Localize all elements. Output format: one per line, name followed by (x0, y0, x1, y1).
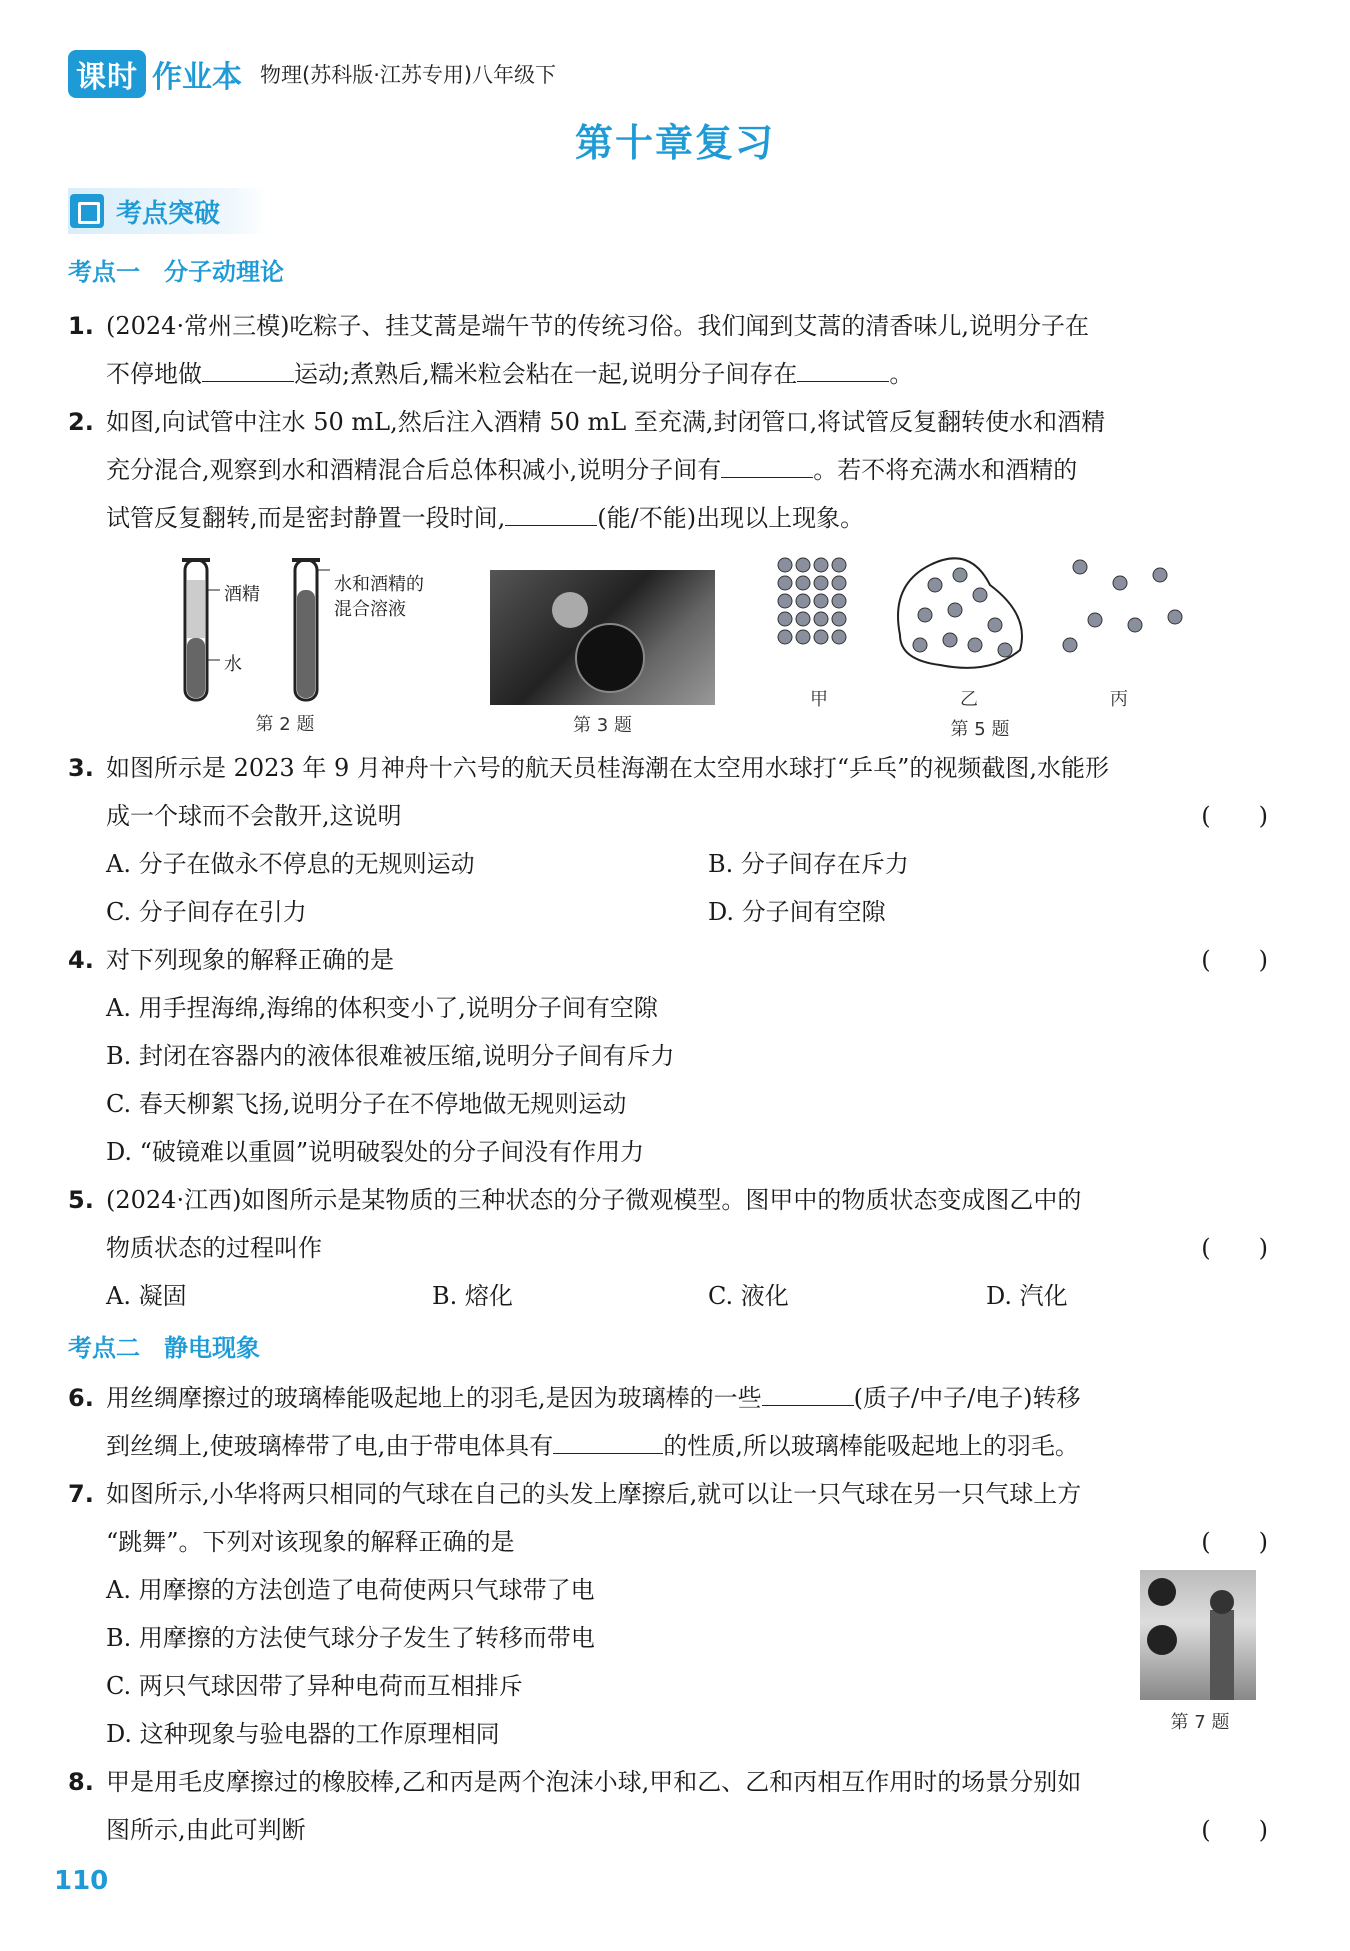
answer-blank[interactable] (553, 1423, 663, 1454)
figure-caption: 第 2 题 (255, 714, 315, 735)
q-text: 图所示,由此可判断 (106, 1816, 306, 1844)
answer-blank[interactable] (797, 351, 889, 382)
question-8 (68, 1758, 1268, 1854)
kp1-heading: 考点一 分子动理论 (68, 258, 284, 286)
q4-option-d[interactable]: D. “破镜难以重圆”说明破裂处的分子间没有作用力 (106, 1138, 645, 1166)
q7-option-b[interactable]: B. 用摩擦的方法使气球分子发生了转移而带电 (106, 1624, 595, 1652)
question-4 (68, 936, 1268, 984)
label-mix-2: 混合溶液 (334, 599, 406, 620)
q-number: 5. (68, 1186, 94, 1214)
figure-caption: 第 3 题 (573, 715, 632, 736)
q-number: 2. (68, 408, 94, 436)
answer-paren[interactable]: ( ) (1201, 1234, 1268, 1262)
q-text-part: (能/不能)出现以上现象。 (597, 504, 865, 532)
answer-paren[interactable]: ( ) (1201, 1528, 1268, 1556)
q-text: 如图所示,小华将两只相同的气球在自己的头发上摩擦后,就可以让一只气球在另一只气球上方 (106, 1480, 1082, 1508)
q-text (106, 494, 1268, 542)
q-text: “跳舞”。下列对该现象的解释正确的是 (106, 1528, 515, 1556)
q-number: 8. (68, 1768, 94, 1796)
q4-option-c[interactable]: C. 春天柳絮飞扬,说明分子在不停地做无规则运动 (106, 1090, 627, 1118)
label-jia: 甲 (810, 689, 828, 710)
q5-option-a[interactable]: A. 凝固 (106, 1282, 187, 1310)
label-yi: 乙 (960, 689, 978, 710)
question-5 (68, 1176, 1268, 1272)
q7-option-a[interactable]: A. 用摩擦的方法创造了电荷使两只气球带了电 (106, 1576, 595, 1604)
q-text-part: 。若不将充满水和酒精的 (813, 456, 1078, 484)
q-text (106, 1422, 1268, 1470)
q3-option-d[interactable]: D. 分子间有空隙 (708, 898, 886, 926)
q3-option-c[interactable]: C. 分子间存在引力 (106, 898, 307, 926)
q-text: 物质状态的过程叫作 (106, 1234, 322, 1262)
q3-option-b[interactable]: B. 分子间存在斥力 (708, 850, 909, 878)
q5-option-c[interactable]: C. 液化 (708, 1282, 789, 1310)
figure-2 (170, 550, 470, 740)
question-7 (68, 1470, 1268, 1566)
q-text: 对下列现象的解释正确的是 (106, 946, 394, 974)
q-text-part: 运动;煮熟后,糯米粒会粘在一起,说明分子间存在 (294, 360, 798, 388)
balloon-photo (1140, 1570, 1256, 1700)
answer-blank[interactable] (505, 495, 597, 526)
q-text: 如图所示是 2023 年 9 月神舟十六号的航天员桂海潮在太空用水球打“乒乓”的视频截图,水能形 (106, 754, 1110, 782)
q7-option-c[interactable]: C. 两只气球因带了异种电荷而互相排斥 (106, 1672, 523, 1700)
answer-blank[interactable] (202, 351, 294, 382)
edit-icon (70, 194, 104, 228)
figure-7 (1140, 1570, 1260, 1734)
page-number: 110 (54, 1866, 109, 1896)
answer-blank[interactable] (762, 1375, 854, 1406)
q-text (106, 1374, 1268, 1422)
label-bing: 丙 (1110, 689, 1128, 710)
q-text (106, 446, 1268, 494)
q-text-part: 不停地做 (106, 360, 202, 388)
q-text (106, 350, 1268, 398)
q-text: (2024·江西)如图所示是某物质的三种状态的分子微观模型。图甲中的物质状态变成图乙中的 (106, 1186, 1082, 1214)
chapter-title: 第十章复习 (574, 121, 775, 165)
q-number: 7. (68, 1480, 94, 1508)
q-text: (2024·常州三模)吃粽子、挂艾蒿是端午节的传统习俗。我们闻到艾蒿的清香味儿,说明分子在 (106, 312, 1090, 340)
answer-blank[interactable] (721, 447, 813, 478)
answer-paren[interactable]: ( ) (1201, 1816, 1268, 1844)
section-title: 考点突破 (116, 198, 221, 229)
q-number: 1. (68, 312, 94, 340)
kp2-heading: 考点二 静电现象 (68, 1334, 260, 1362)
q5-option-d[interactable]: D. 汽化 (986, 1282, 1068, 1310)
label-mix-1: 水和酒精的 (334, 574, 424, 595)
question-3 (68, 744, 1268, 840)
label-water: 水 (224, 654, 242, 675)
label-alcohol: 酒精 (224, 584, 260, 605)
q-text-part: 充分混合,观察到水和酒精混合后总体积减小,说明分子间有 (106, 456, 722, 484)
q-text-part: 。 (889, 360, 914, 388)
q7-option-d[interactable]: D. 这种现象与验电器的工作原理相同 (106, 1720, 500, 1748)
q3-option-a[interactable]: A. 分子在做永不停息的无规则运动 (106, 850, 475, 878)
q-text-part: 试管反复翻转,而是密封静置一段时间, (106, 504, 506, 532)
header (68, 52, 556, 96)
molecule-models (760, 545, 1200, 685)
q-text-part: (质子/中子/电子)转移 (853, 1384, 1081, 1412)
q5-option-b[interactable]: B. 熔化 (432, 1282, 513, 1310)
q-number: 3. (68, 754, 94, 782)
q-number: 6. (68, 1384, 94, 1412)
figure-caption: 第 7 题 (1170, 1712, 1230, 1733)
figure-caption: 第 5 题 (950, 719, 1010, 740)
question-6 (68, 1374, 1268, 1470)
figure-3 (490, 570, 715, 740)
logo-text: 作业本 (152, 60, 242, 95)
q4-option-a[interactable]: A. 用手捏海绵,海绵的体积变小了,说明分子间有空隙 (106, 994, 658, 1022)
answer-paren[interactable]: ( ) (1201, 802, 1268, 830)
book-subtitle: 物理(苏科版·江苏专用)八年级下 (260, 63, 557, 87)
q4-option-b[interactable]: B. 封闭在容器内的液体很难被压缩,说明分子间有斥力 (106, 1042, 675, 1070)
q-number: 4. (68, 946, 94, 974)
logo-box: 课时 (68, 50, 146, 98)
question-1 (68, 302, 1268, 398)
section-banner (68, 188, 268, 234)
figure-5 (760, 545, 1200, 745)
q-text: 成一个球而不会散开,这说明 (106, 802, 402, 830)
q-text: 如图,向试管中注水 50 mL,然后注入酒精 50 mL 至充满,封闭管口,将试管反复翻转使水和酒精 (106, 408, 1106, 436)
q-text: 甲是用毛皮摩擦过的橡胶棒,乙和丙是两个泡沫小球,甲和乙、乙和丙相互作用时的场景分别如 (106, 1768, 1082, 1796)
answer-paren[interactable]: ( ) (1201, 946, 1268, 974)
q-text-part: 到丝绸上,使玻璃棒带了电,由于带电体具有 (106, 1432, 554, 1460)
q-text-part: 的性质,所以玻璃棒能吸起地上的羽毛。 (663, 1432, 1079, 1460)
question-2 (68, 398, 1268, 542)
q-text-part: 用丝绸摩擦过的玻璃棒能吸起地上的羽毛,是因为玻璃棒的一些 (106, 1384, 762, 1412)
test-tubes-diagram (170, 550, 470, 710)
astronaut-photo (490, 570, 715, 705)
